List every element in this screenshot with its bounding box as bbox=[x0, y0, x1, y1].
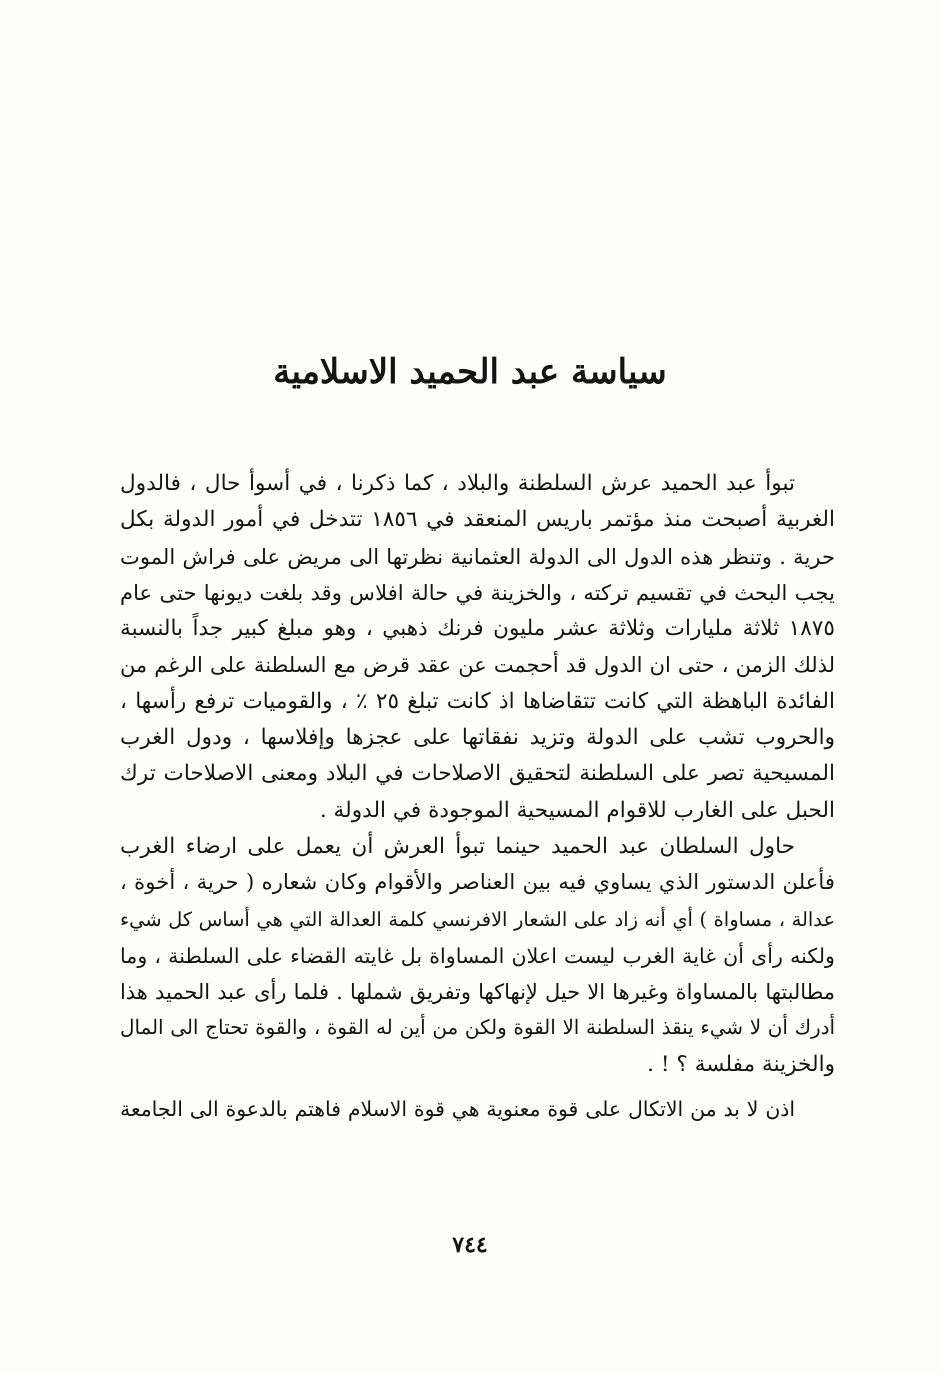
paragraph-1-line-4: يجب البحث في تقسيم تركته ، والخزينة في حالة افلاس وقد بلغت ديونها حتى عام bbox=[120, 579, 835, 605]
chapter-title: سياسة عبد الحميد الاسلامية bbox=[273, 352, 667, 392]
paragraph-1-line-5: ١٨٧٥ ثلاثة مليارات وثلاثة عشر مليون فرنك ذهبي ، وهو مبلغ كبير جداً بالنسبة bbox=[120, 616, 835, 642]
paragraph-3-line-1: اذن لا بد من الاتكال على قوة معنوية هي قوة الاسلام فاهتم بالدعوة الى الجامعة bbox=[120, 1097, 795, 1122]
page-number: ٧٤٤ bbox=[452, 1232, 488, 1258]
paragraph-2-line-7: والخزينة مفلسة ؟ ! . bbox=[647, 1051, 835, 1077]
paragraph-spacer bbox=[120, 1083, 835, 1091]
paragraph-1-line-2: الغربية أصبحت منذ مؤتمر باريس المنعقد في ١٨٥٦ تتدخل في أمور الدولة بكل bbox=[120, 507, 835, 533]
paragraph-1-line-9: المسيحية تصر على السلطنة لتحقيق الاصلاحات في البلاد ومعنى الاصلاحات ترك bbox=[120, 761, 835, 787]
paragraph-2-line-3: عدالة ، مساواة ) أي أنه زاد على الشعار الافرنسي كلمة العدالة التي هي أساس كل شيء bbox=[120, 907, 835, 931]
paragraph-1-line-10: الحبل على الغارب للاقوام المسيحية الموجودة في الدولة . bbox=[319, 797, 835, 823]
body-text bbox=[120, 466, 835, 1127]
paragraph-2-line-2: فأعلن الدستور الذي يساوي فيه بين العناصر والأقوام وكان شعاره ( حرية ، أخوة ، bbox=[120, 870, 835, 896]
paragraph-1-line-3: حرية . وتنظر هذه الدول الى الدولة العثمانية نظرتها الى مريض على فراش الموت bbox=[120, 543, 835, 569]
paragraph-2-line-4: ولكنه رأى أن غاية الغرب ليست اعلان المساواة بل غايته القضاء على السلطنة ، وما bbox=[120, 943, 835, 968]
paragraph-1-line-6: لذلك الزمن ، حتى ان الدول قد أحجمت عن عقد قرض مع السلطنة على الرغم من bbox=[120, 653, 835, 678]
paragraph-1-line-8: والحروب تشب على الدولة وتزيد نفقاتها على عجزها وإفلاسها ، ودول الغرب bbox=[120, 725, 835, 751]
paragraph-2-line-6: أدرك أن لا شيء ينقذ السلطنة الا القوة ولكن من أين له القوة ، والقوة تحتاج الى المال bbox=[120, 1016, 835, 1040]
paragraph-2-line-5: مطالبتها بالمساواة وغيرها الا حيل لإنهاكها وتفريق شملها . فلما رأى عبد الحميد هذا bbox=[120, 980, 835, 1005]
paragraph-2-line-1: حاول السلطان عبد الحميد حينما تبوأ العرش أن يعمل على ارضاء الغرب bbox=[120, 833, 795, 859]
paragraph-1-line-1: تبوأ عبد الحميد عرش السلطنة والبلاد ، كما ذكرنا ، في أسوأ حال ، فالدول bbox=[120, 471, 795, 496]
paragraph-1-line-7: الفائدة الباهظة التي كانت تتقاضاها اذ كانت تبلغ ٢٥ ٪ ، والقوميات ترفع رأسها ، bbox=[120, 688, 836, 714]
